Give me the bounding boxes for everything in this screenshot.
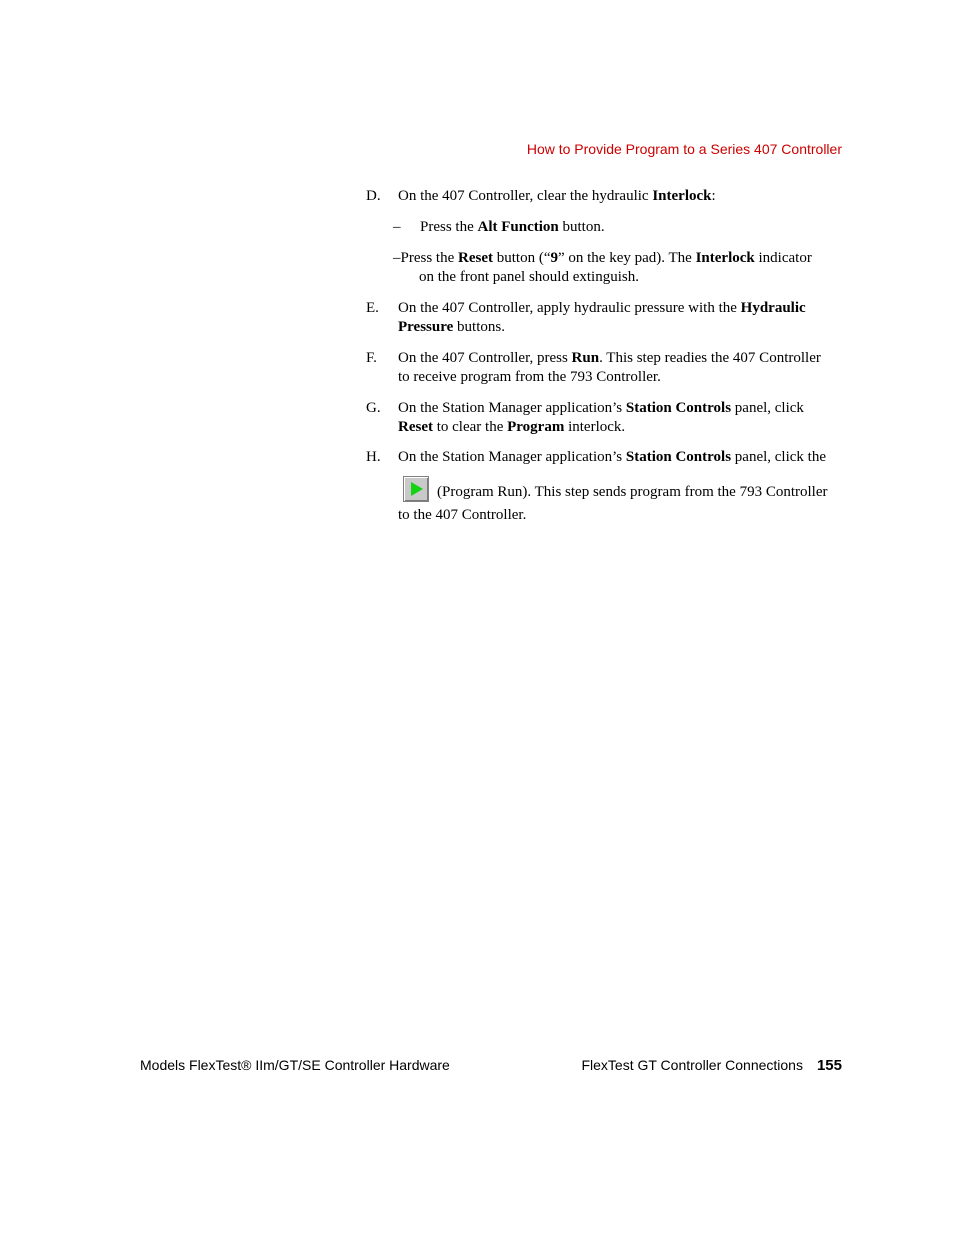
substep-reset bbox=[393, 249, 843, 287]
step-text bbox=[398, 448, 846, 525]
substep-text bbox=[420, 218, 605, 237]
running-header: How to Provide Program to a Series 407 Controller bbox=[526, 141, 842, 157]
text-run: buttons. bbox=[453, 319, 505, 335]
bold-term: Station Controls bbox=[625, 400, 732, 416]
step-line3: to the 407 Controller. bbox=[398, 507, 527, 523]
step-g bbox=[366, 399, 846, 437]
text-run: ” on the key pad). The bbox=[557, 250, 696, 266]
step-text bbox=[398, 399, 846, 437]
substep-alt-function bbox=[393, 218, 605, 237]
footer-right bbox=[581, 1057, 842, 1074]
step-letter: H. bbox=[366, 449, 381, 465]
step-d bbox=[366, 187, 846, 206]
bold-term: Reset bbox=[398, 419, 433, 435]
text-run: On the Station Manager application’s bbox=[398, 449, 626, 465]
step-text bbox=[398, 187, 846, 206]
text-run: button. bbox=[558, 219, 605, 235]
text-run: panel, click the bbox=[731, 449, 826, 465]
bold-term: 9 bbox=[550, 250, 558, 266]
step-line1 bbox=[398, 448, 846, 467]
text-run: . This step readies the 407 Controller bbox=[599, 350, 821, 366]
step-letter: F. bbox=[366, 350, 377, 366]
text-run: On the Station Manager application’s bbox=[398, 400, 626, 416]
step-letter: D. bbox=[366, 188, 381, 204]
footer-chapter-title: FlexTest GT Controller Connections bbox=[581, 1057, 803, 1073]
step-letter: E. bbox=[366, 300, 379, 316]
text-run: Press the bbox=[420, 219, 478, 235]
page-number: 155 bbox=[816, 1057, 842, 1074]
text-run: On the 407 Controller, apply hydraulic pressure with the bbox=[398, 300, 741, 316]
text-run: On the 407 Controller, clear the hydraulic bbox=[398, 188, 653, 204]
text-run: (Program Run). This step sends program from the 793 Controller bbox=[437, 484, 828, 500]
step-letter: G. bbox=[366, 400, 381, 416]
play-triangle bbox=[411, 482, 423, 496]
text-run: to clear the bbox=[432, 419, 508, 435]
step-text bbox=[398, 349, 846, 387]
text-run: On the 407 Controller, press bbox=[398, 350, 572, 366]
bold-term: Run bbox=[571, 350, 600, 366]
step-text bbox=[398, 299, 846, 337]
step-h bbox=[366, 448, 846, 525]
bold-term: Program bbox=[507, 419, 565, 435]
program-run-icon bbox=[403, 476, 429, 502]
bold-term: Reset bbox=[458, 250, 493, 266]
text-run: interlock. bbox=[564, 419, 626, 435]
substep-line1 bbox=[393, 249, 843, 268]
bold-term: Hydraulic bbox=[740, 300, 806, 316]
step-e bbox=[366, 299, 846, 337]
step-line2 bbox=[398, 476, 846, 502]
bold-term: Interlock bbox=[652, 188, 712, 204]
text-run: : bbox=[711, 188, 716, 204]
dash: – bbox=[393, 219, 401, 235]
bold-term: Station Controls bbox=[625, 449, 732, 465]
text-run: button (“ bbox=[492, 250, 551, 266]
footer-book-title: Models FlexTest® IIm/GT/SE Controller Hardware bbox=[140, 1057, 450, 1073]
bold-term: Interlock bbox=[695, 250, 755, 266]
text-run: panel, click bbox=[731, 400, 804, 416]
bold-term: Alt Function bbox=[477, 219, 559, 235]
step-f bbox=[366, 349, 846, 387]
text-run: indicator bbox=[754, 250, 812, 266]
text-run: –Press the bbox=[393, 250, 458, 266]
substep-line2: on the front panel should extinguish. bbox=[419, 269, 639, 285]
text-run: to receive program from the 793 Controller. bbox=[398, 369, 661, 385]
bold-term: Pressure bbox=[398, 319, 454, 335]
